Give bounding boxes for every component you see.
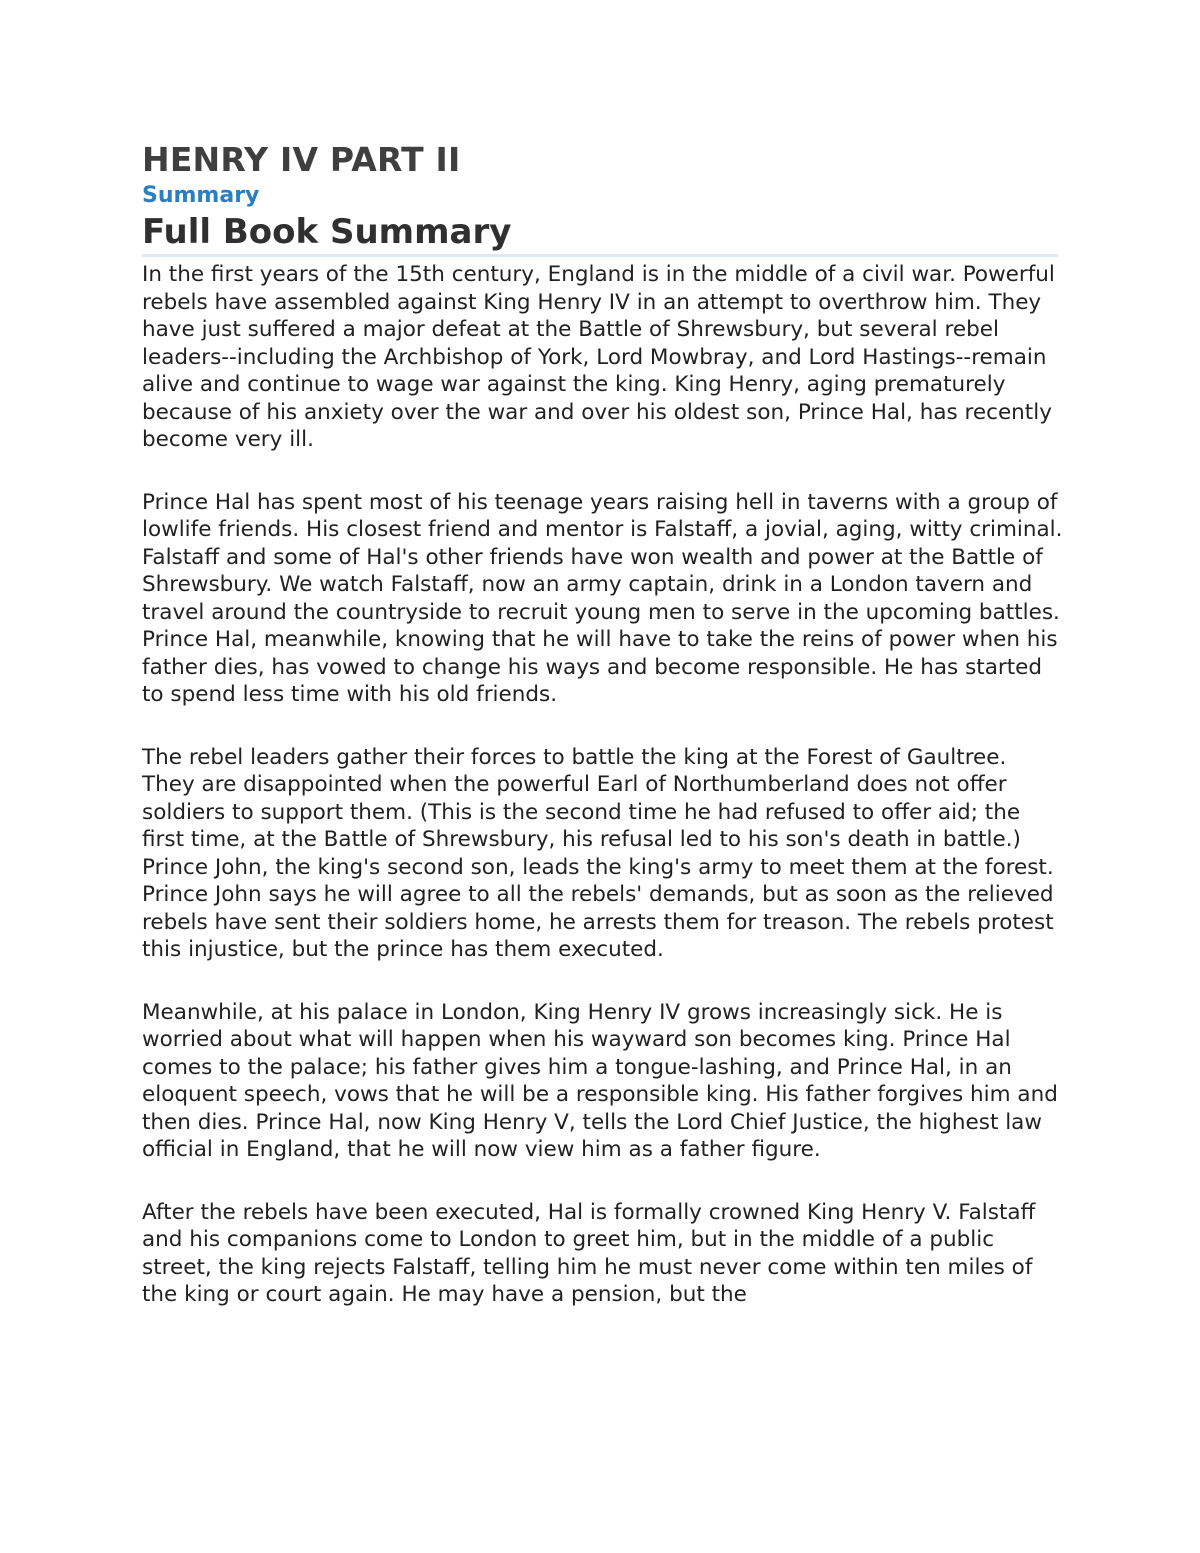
- paragraph-1: In the first years of the 15th century, England is in the middle of a civil war. Powerful rebels have assembled against King Henry IV in an attempt to overthrow him. They have just suffered a major defeat at the Battle of Shrewsbury, but several rebel leaders--including the Archbishop of York, Lord Mowbray, and Lord Hastings--remain alive and continue to wage war against the king. King Henry, aging prematurely because of his anxiety over the war and over his oldest son, Prince Hal, has recently become very ill.: [142, 262, 1055, 452]
- paragraph-4: Meanwhile, at his palace in London, King Henry IV grows increasingly sick. He is worried about what will happen when his wayward son becomes king. Prince Hal comes to the palace; his father gives him a tongue-lashing, and Prince Hal, in an eloquent speech, vows that he will be a responsible king. His father forgives him and then dies. Prince Hal, now King Henry V, tells the Lord Chief Justice, the highest law official in England, that he will now view him as a father figure.: [142, 999, 1058, 1162]
- document-page: [142, 140, 1064, 1309]
- paragraph-2: Prince Hal has spent most of his teenage years raising hell in taverns with a group of lowlife friends. His closest friend and mentor is Falstaff, a jovial, aging, witty criminal. Falstaff and some of Hal's other friends have won wealth and power at the Battle of Shrewsbury. We watch Falstaff, now an army captain, drink in a London tavern and travel around the countryside to recruit young men to serve in the upcoming battles. Prince Hal, meanwhile, knowing that he will have to take the reins of power when his father dies, has vowed to change his ways and become responsible. He has started to spend less time with his old friends.: [142, 489, 1063, 707]
- section-heading: Full Book Summary: [142, 212, 1058, 257]
- paragraph-5: After the rebels have been executed, Hal is formally crowned King Henry V. Falstaff and his companions come to London to greet him, but in the middle of a public street, the king rejects Falstaff, telling him he must never come within ten miles of the king or court again. He may have a pension, but the: [142, 1199, 1036, 1307]
- document-title: HENRY IV PART II: [142, 140, 461, 179]
- section-label: Summary: [142, 183, 260, 208]
- body-text: [142, 261, 1064, 1309]
- paragraph-3: The rebel leaders gather their forces to battle the king at the Forest of Gaultree. They are disappointed when the powerful Earl of Northumberland does not offer soldiers to support them. (This is the second time he had refused to offer aid; the first time, at the Battle of Shrewsbury, his refusal led to his son's death in battle.) Prince John, the king's second son, leads the king's army to meet them at the forest. Prince John says he will agree to all the rebels' demands, but as soon as the relieved rebels have sent their soldiers home, he arrests them for treason. The rebels protest this injustice, but the prince has them executed.: [142, 744, 1054, 962]
